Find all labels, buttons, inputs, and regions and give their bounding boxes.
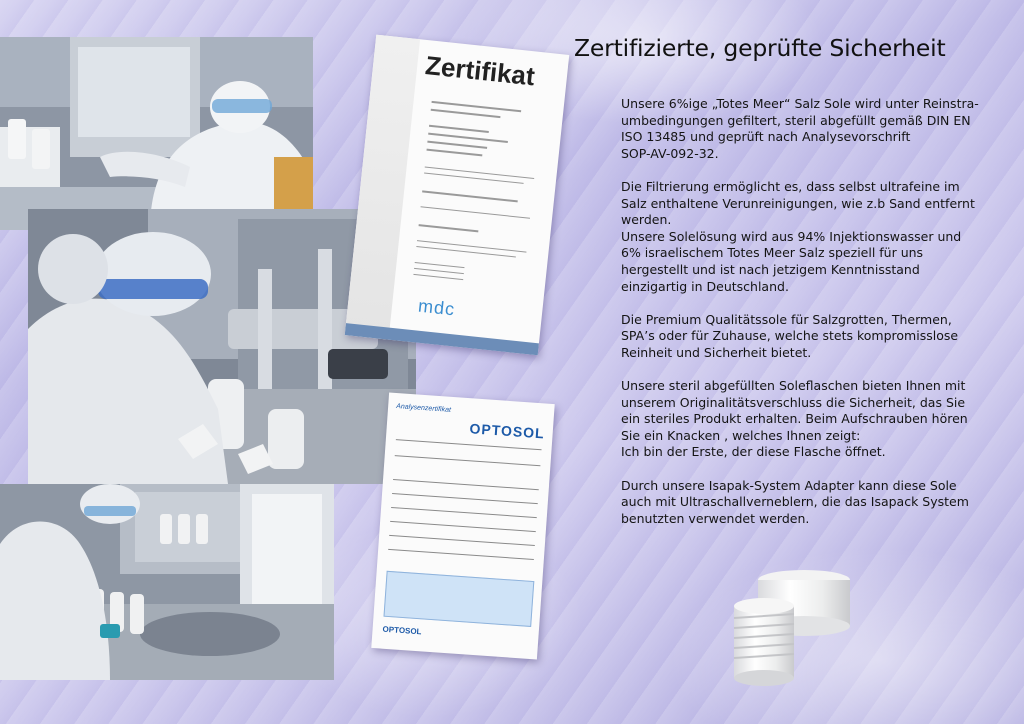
certificate-text-line xyxy=(417,240,527,252)
analysis-text-line xyxy=(393,479,539,490)
paragraph-isapak: Durch unsere Isapak-System Adapter kann diese Sole auch mit Ultraschallverneblern, die das Isapack System benutzten verwendet werden. xyxy=(621,477,969,526)
certificate-text-line xyxy=(421,206,531,218)
analysis-text-line xyxy=(391,507,537,518)
certificate-text-line xyxy=(427,141,487,149)
analysis-text-line xyxy=(396,439,542,450)
page-title: Zertifizierte, geprüfte Sicherheit xyxy=(574,34,946,62)
paragraph-premium: Die Premium Qualitätssole für Salzgrotten, Thermen, SPA’s oder für Zuhause, welche stets kompromisslose Reinheit und Sicherheit bietet. xyxy=(621,311,959,360)
certificate-text-line xyxy=(426,149,482,157)
certificate-text-line xyxy=(429,125,489,133)
certificate-title: Zertifikat xyxy=(423,50,537,92)
certificate-side-bar xyxy=(345,35,420,340)
photo-lab-worker-top xyxy=(0,37,313,230)
body-text xyxy=(621,96,1017,544)
analysis-text-line xyxy=(388,549,534,560)
analysis-text-line xyxy=(390,521,536,532)
certificate-text-line xyxy=(416,246,516,257)
optosol-logo: OPTOSOL xyxy=(469,420,546,442)
certificate-text-line xyxy=(414,268,464,274)
certificate-text-line xyxy=(431,109,501,118)
isapak-adapter-image xyxy=(724,566,872,690)
analysis-text-line xyxy=(395,455,541,466)
certificate-text-line xyxy=(422,190,518,202)
analysis-text-line xyxy=(389,535,535,546)
certificate-text-line xyxy=(424,172,524,183)
certificate-text-line xyxy=(413,274,463,280)
optosol-footer-logo: OPTOSOL xyxy=(382,624,422,637)
certificate-text-line xyxy=(415,262,465,268)
certificate-document xyxy=(345,35,570,356)
paragraph-composition: Die Filtrierung ermöglicht es, dass selbst ultrafeine im Salz enthaltene Verunreinigungen, wie z.b Sand entfernt werden. Unsere Solelösung wird aus 94% Injektionswasser und 6% israelischem Totes Meer Salz speziell für uns hergestellt und ist nach jetzigem Kenntnisstand einzigartig in Deutschland. xyxy=(621,178,975,294)
mdc-logo: mdc xyxy=(417,295,457,320)
paragraph-closure: Unsere steril abgefüllten Soleflaschen bieten Ihnen mit unserem Originalitätsverschluss die Sicherheit, das Sie ein steriles Produkt erhalten. Beim Aufschrauben hören Sie ein Knacken , welches Ihnen zeigt: Ich bin der Erste, der diese Flasche öffnet. xyxy=(621,378,968,460)
analysis-text-line xyxy=(392,493,538,504)
analysis-certificate-document xyxy=(371,393,554,660)
analysis-signature-box xyxy=(383,571,534,627)
photo-lab-worker-bottom xyxy=(0,484,334,680)
paragraph-filtration: Unsere 6%ige „Totes Meer“ Salz Sole wird unter Reinstra- umbedingungen gefiltert, steril abgefüllt gemäß DIN EN ISO 13485 und geprüft nach Analysevorschrift SOP-AV-092-32. xyxy=(621,96,979,161)
certificate-text-line xyxy=(425,166,535,178)
analysis-header: Analysenzertifikat xyxy=(395,403,452,414)
certificate-text-line xyxy=(419,224,479,232)
